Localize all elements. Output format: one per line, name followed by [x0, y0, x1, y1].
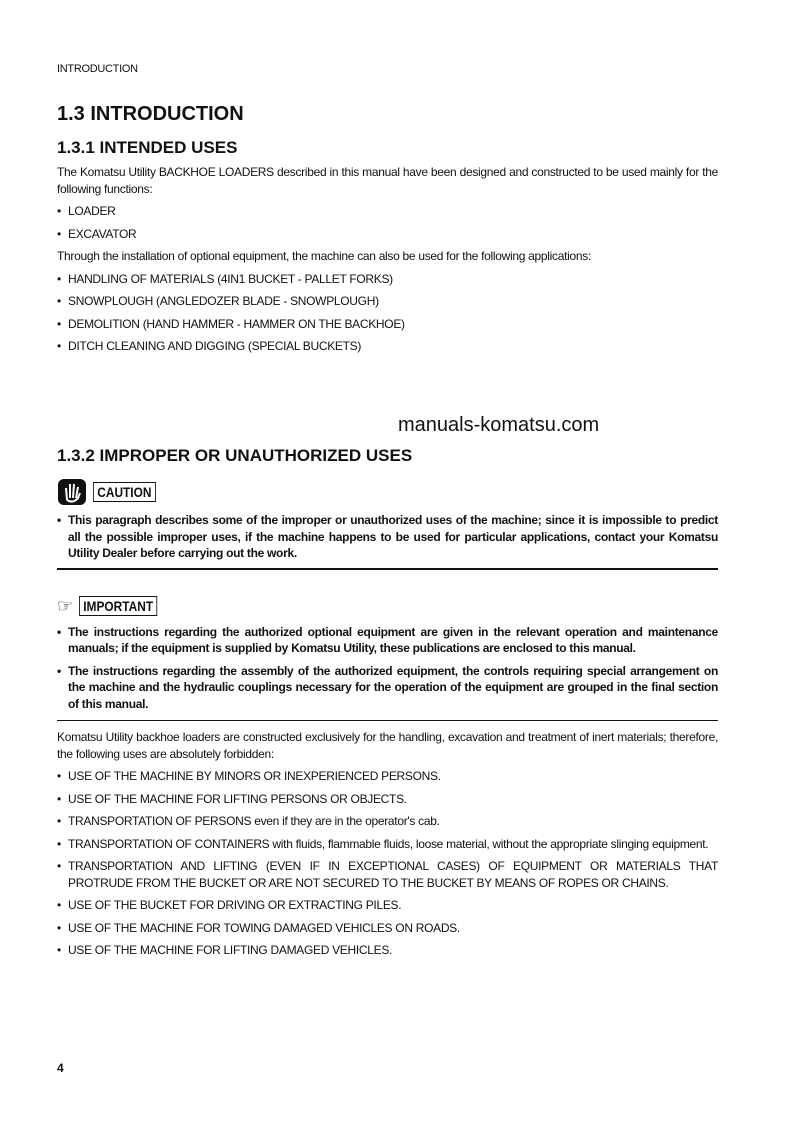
list-item: • USE OF THE MACHINE FOR TOWING DAMAGED VEHICLES ON ROADS.: [57, 920, 718, 937]
list-item: • DITCH CLEANING AND DIGGING (SPECIAL BUCKETS): [57, 338, 718, 355]
caution-label: CAUTION: [93, 482, 156, 502]
pointing-hand-icon: ☞: [57, 595, 74, 616]
list-item: • USE OF THE MACHINE BY MINORS OR INEXPERIENCED PERSONS.: [57, 768, 718, 785]
intro-paragraph: The Komatsu Utility BACKHOE LOADERS described in this manual have been designed and constructed to be used mainly for the following functions:: [57, 165, 718, 196]
section-title-improper-uses: 1.3.2 IMPROPER OR UNAUTHORIZED USES: [57, 446, 413, 465]
list-item: • DEMOLITION (HAND HAMMER - HAMMER ON THE BACKHOE): [57, 316, 718, 333]
running-header: INTRODUCTION: [57, 63, 138, 75]
section-title-intended-uses: 1.3.1 INTENDED USES: [57, 138, 238, 157]
section-improper-uses: [57, 446, 718, 959]
section-intended-uses: [57, 102, 718, 355]
divider: [57, 568, 718, 570]
divider: [57, 720, 718, 721]
list-item: • LOADER: [57, 203, 718, 220]
important-item: • The instructions regarding the authorized optional equipment are given in the relevant operation and maintenance manuals; if the equipment is supplied by Komatsu Utility, these publications are enclosed to this manual.: [57, 624, 718, 657]
list-item: • USE OF THE MACHINE FOR LIFTING DAMAGED VEHICLES.: [57, 942, 718, 959]
list-item: • EXCAVATOR: [57, 226, 718, 243]
forbidden-intro: Komatsu Utility backhoe loaders are constructed exclusively for the handling, excavation and treatment of inert materials; therefore, the following uses are absolutely forbidden:: [57, 730, 718, 761]
important-item: • The instructions regarding the assembly of the authorized equipment, the controls requiring special arrangement on the machine and the hydraulic couplings necessary for the operation of the equipment are grouped in the final section of this manual.: [57, 663, 718, 713]
page-title: 1.3 INTRODUCTION: [57, 103, 244, 125]
important-label: IMPORTANT: [79, 596, 157, 616]
list-item: • TRANSPORTATION AND LIFTING (EVEN IF IN EXCEPTIONAL CASES) OF EQUIPMENT OR MATERIALS THAT PROTRUDE FROM THE BUCKET OR ARE NOT SECURED TO THE BUCKET BY MEANS OF ROPES OR CHAINS.: [57, 858, 718, 891]
optional-intro: Through the installation of optional equipment, the machine can also be used for the following applications:: [57, 249, 591, 263]
hand-stop-icon: [57, 478, 87, 506]
list-item: • HANDLING OF MATERIALS (4IN1 BUCKET - PALLET FORKS): [57, 271, 718, 288]
caution-text: • This paragraph describes some of the improper or unauthorized uses of the machine; since it is impossible to predict all the possible improper uses, if the machine happens to be used for particular applications, contact your Komatsu Utility Dealer before carrying out the work.: [57, 512, 718, 562]
list-item: • TRANSPORTATION OF CONTAINERS with fluids, flammable fluids, loose material, without the appropriate slinging equipment.: [57, 836, 718, 853]
list-item: • USE OF THE BUCKET FOR DRIVING OR EXTRACTING PILES.: [57, 897, 718, 914]
list-item: • TRANSPORTATION OF PERSONS even if they are in the operator's cab.: [57, 813, 718, 830]
watermark: manuals-komatsu.com: [398, 414, 600, 436]
page-number: 4: [57, 1061, 64, 1075]
list-item: • USE OF THE MACHINE FOR LIFTING PERSONS OR OBJECTS.: [57, 791, 718, 808]
list-item: • SNOWPLOUGH (ANGLEDOZER BLADE - SNOWPLOUGH): [57, 293, 718, 310]
